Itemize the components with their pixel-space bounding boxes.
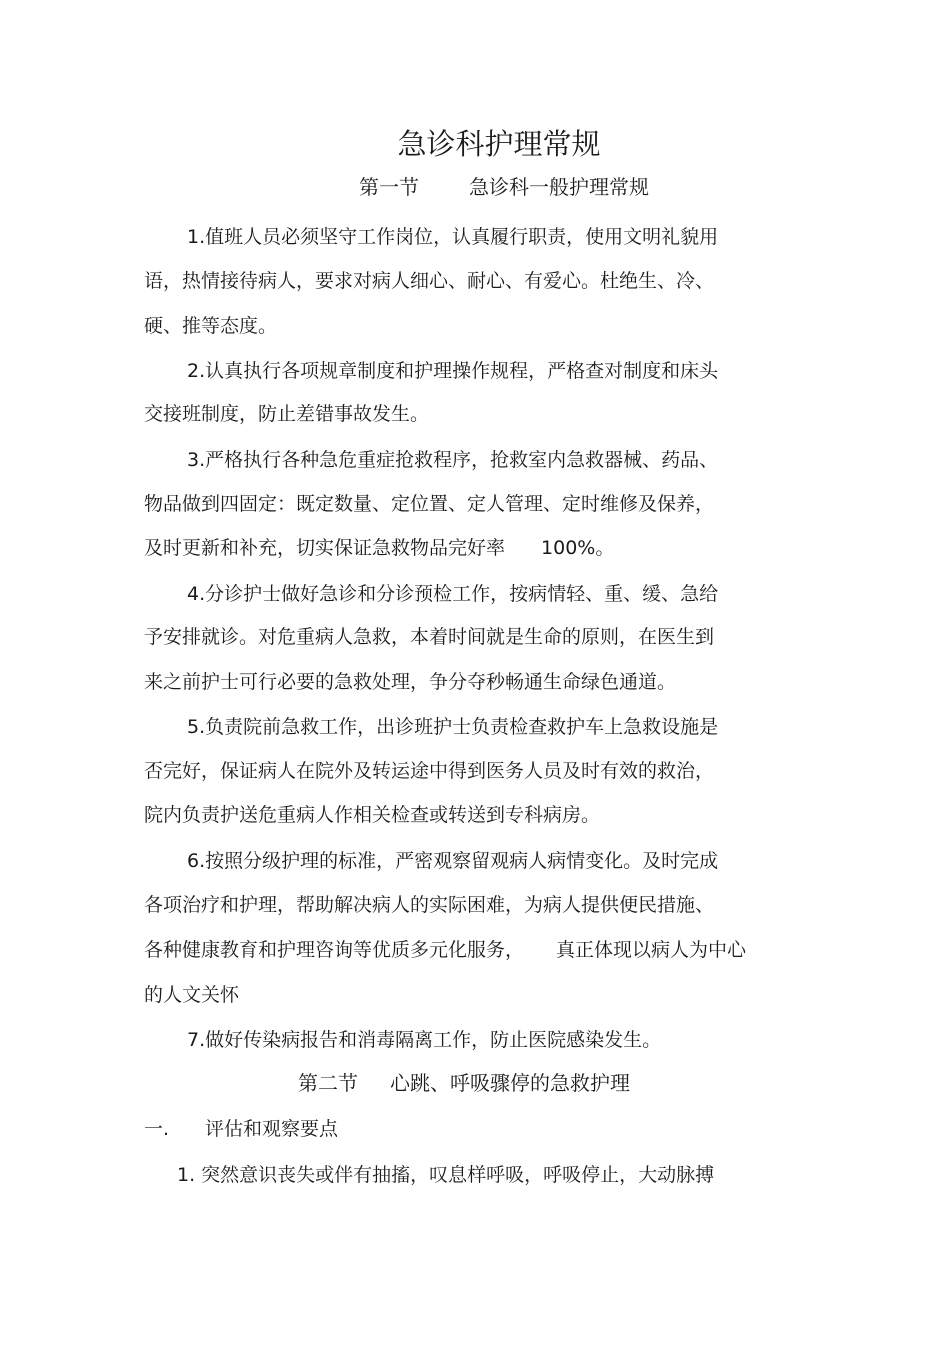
- paragraph-line: 硬、推等态度。: [144, 315, 278, 337]
- paragraph-line: 7.做好传染病报告和消毒隔离工作，防止医院感染发生。: [187, 1029, 662, 1051]
- paragraph-line: 4.分诊护士做好急诊和分诊预检工作，按病情轻、重、缓、急给: [187, 583, 719, 605]
- document-title: 急诊科护理常规: [397, 127, 601, 161]
- section-number: 第二节: [298, 1071, 358, 1095]
- paragraph-line: 1.值班人员必须坚守工作岗位，认真履行职责，使用文明礼貌用: [187, 226, 719, 248]
- paragraph-line: [144, 936, 746, 964]
- paragraph-line: 予安排就诊。对危重病人急救，本着时间就是生命的原则，在医生到: [144, 626, 715, 648]
- section-title: 急诊科一般护理常规: [469, 175, 649, 199]
- paragraph-line: 1. 突然意识丧失或伴有抽搐，叹息样呼吸，呼吸停止，大动脉搏: [177, 1164, 715, 1186]
- subsection-title: 评估和观察要点: [205, 1118, 339, 1140]
- paragraph-line: 3.严格执行各种急危重症抢救程序，抢救室内急救器械、药品、: [187, 449, 719, 471]
- paragraph-text: 各种健康教育和护理咨询等优质多元化服务，: [144, 939, 525, 961]
- section-heading-1: [359, 172, 649, 202]
- paragraph-text: 真正体现以病人为中心: [556, 939, 747, 961]
- paragraph-line: 来之前护士可行必要的急救处理，争分夺秒畅通生命绿色通道。: [144, 671, 677, 693]
- paragraph-line: 语，热情接待病人，要求对病人细心、耐心、有爱心。杜绝生、冷、: [144, 270, 715, 292]
- paragraph-line: 5.负责院前急救工作，出诊班护士负责检查救护车上急救设施是: [187, 716, 719, 738]
- percentage-value: 100%。: [541, 537, 615, 559]
- paragraph-line: 6.按照分级护理的标准，严密观察留观病人病情变化。及时完成: [187, 850, 719, 872]
- subsection-number: 一.: [144, 1118, 170, 1140]
- paragraph-line: 物品做到四固定：既定数量、定位置、定人管理、定时维修及保养，: [144, 493, 715, 515]
- subsection-heading: [144, 1115, 338, 1143]
- paragraph-line: 的人文关怀: [144, 984, 240, 1006]
- section-title: 心跳、呼吸骤停的急救护理: [390, 1071, 630, 1095]
- paragraph-text: 及时更新和补充，切实保证急救物品完好率: [144, 537, 506, 559]
- paragraph-line: [144, 534, 614, 562]
- paragraph-line: 2.认真执行各项规章制度和护理操作规程，严格查对制度和床头: [187, 360, 719, 382]
- section-heading-2: [298, 1068, 630, 1098]
- paragraph-line: 各项治疗和护理，帮助解决病人的实际困难，为病人提供便民措施、: [144, 894, 715, 916]
- section-number: 第一节: [359, 175, 419, 199]
- paragraph-line: 否完好，保证病人在院外及转运途中得到医务人员及时有效的救治，: [144, 760, 715, 782]
- paragraph-line: 院内负责护送危重病人作相关检查或转送到专科病房。: [144, 804, 601, 826]
- paragraph-line: 交接班制度，防止差错事故发生。: [144, 403, 430, 425]
